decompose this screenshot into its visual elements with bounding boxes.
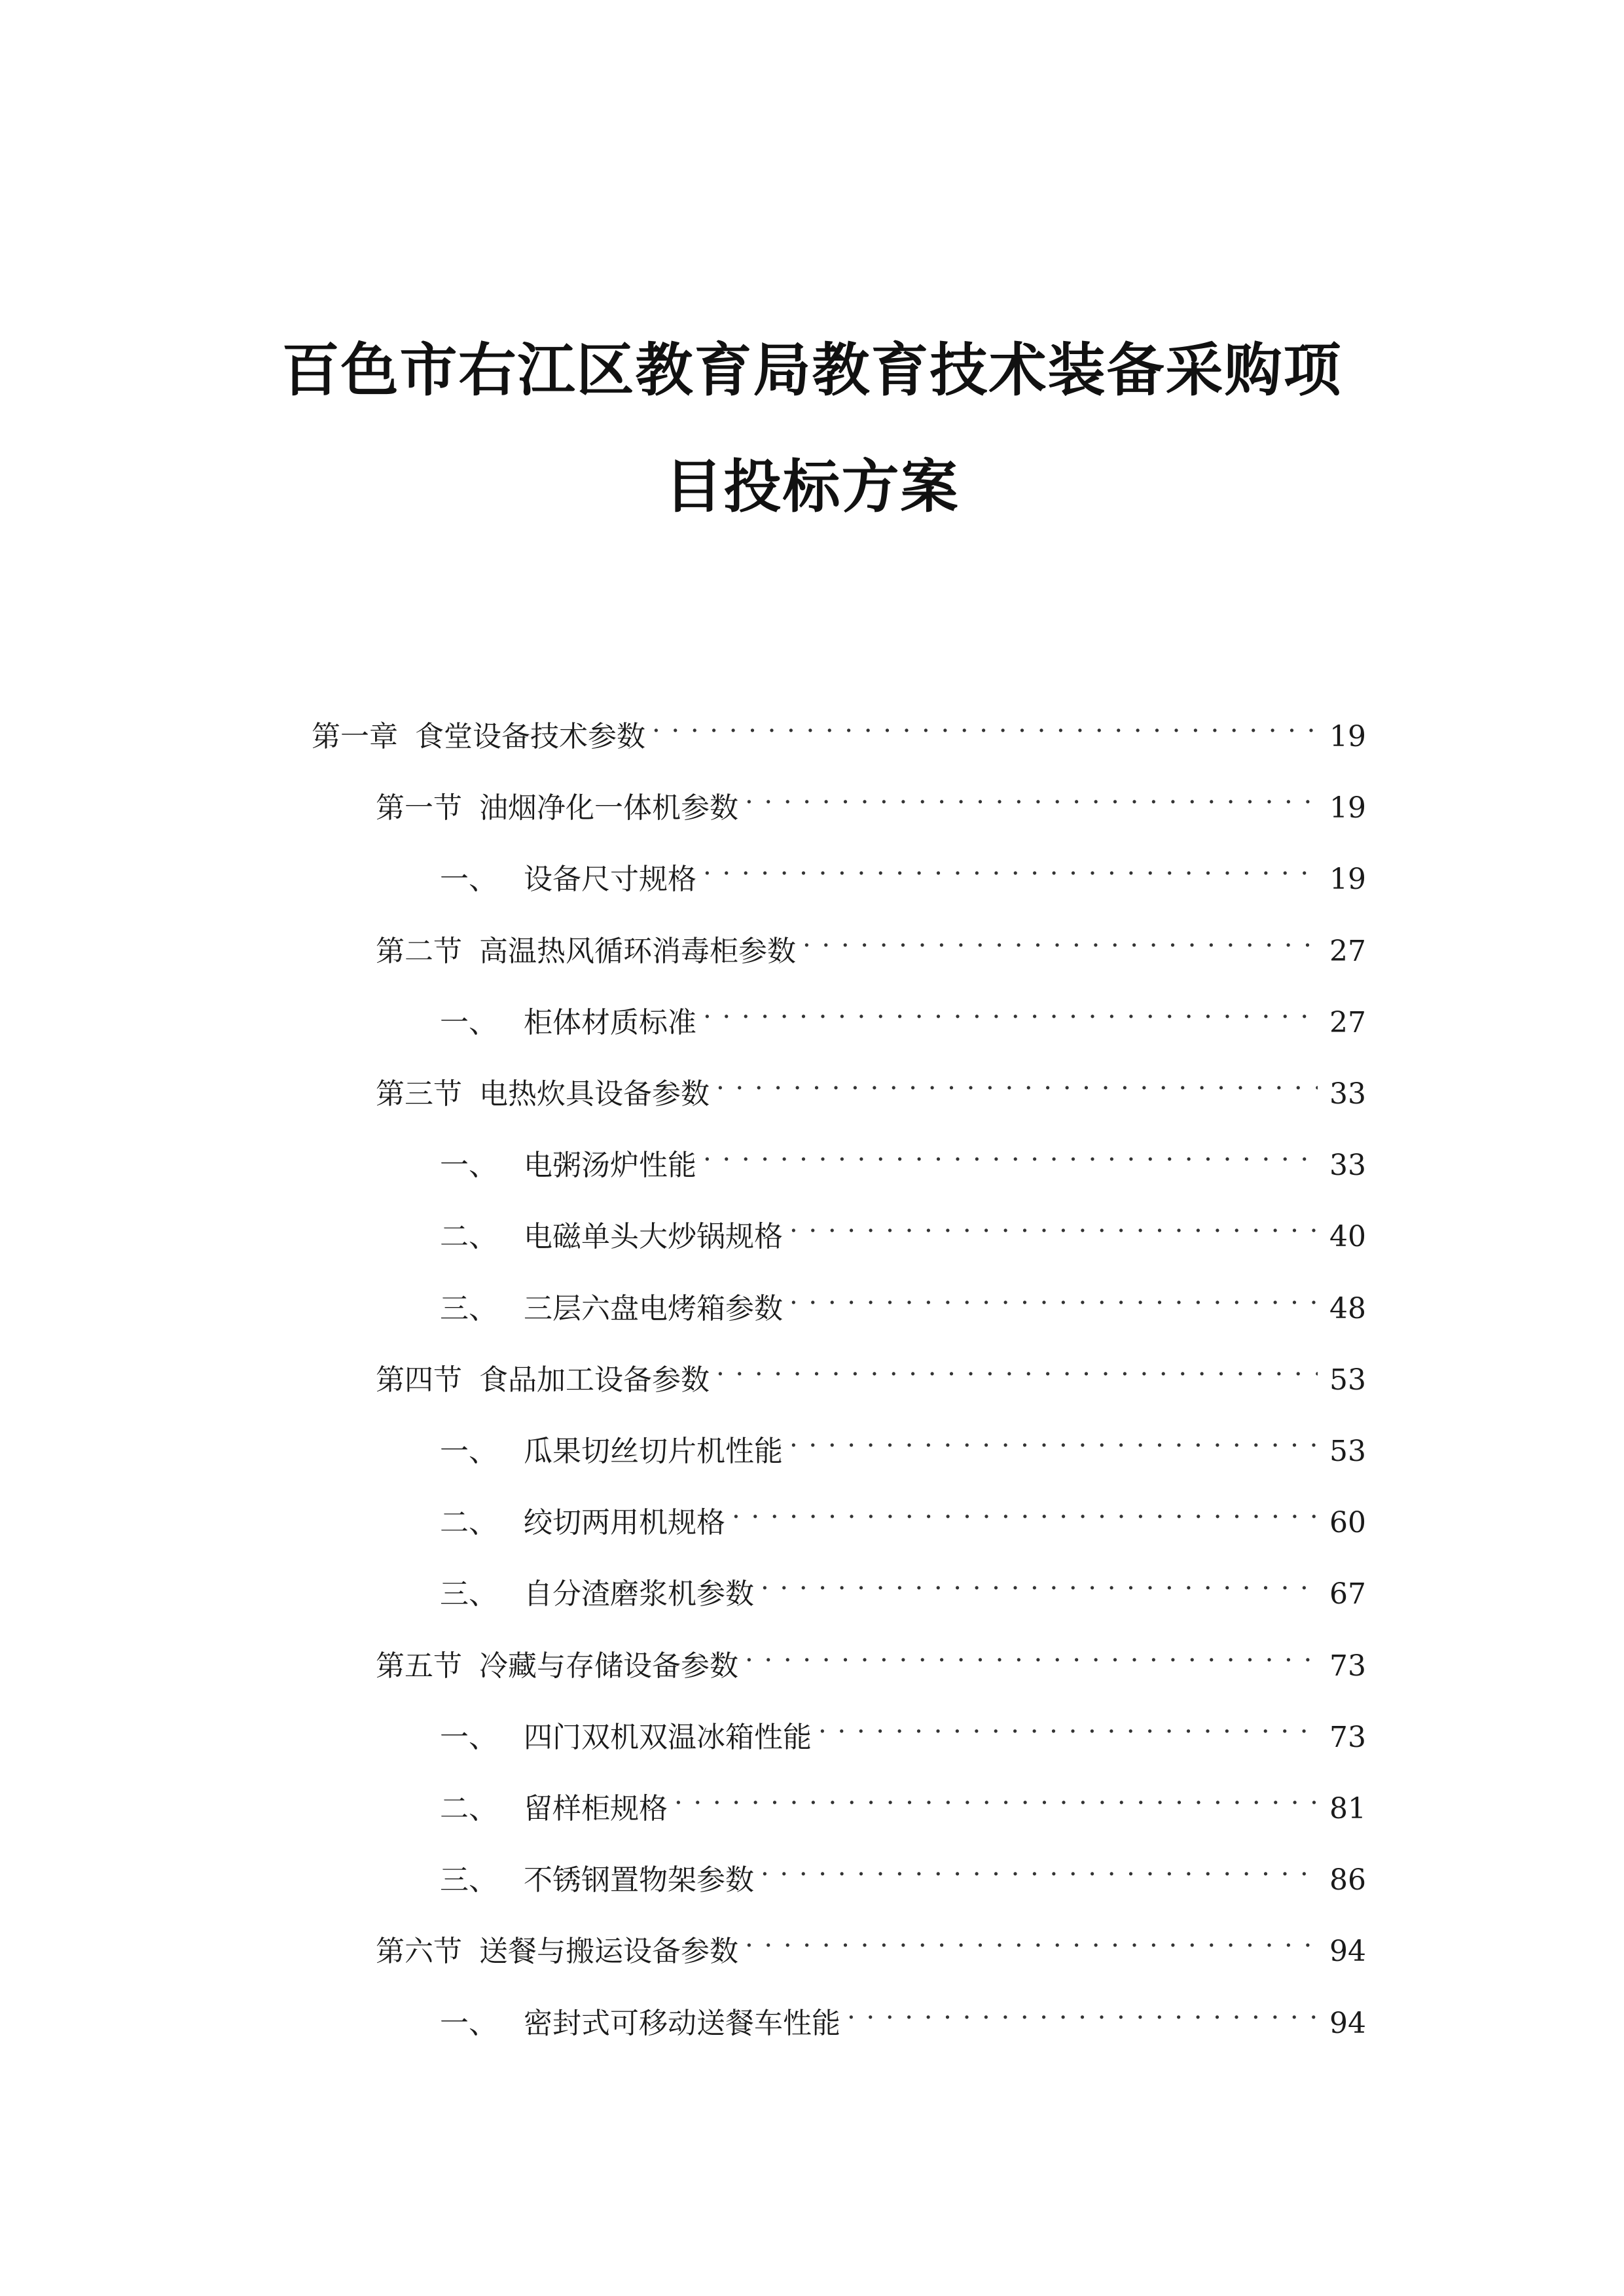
toc-entry[interactable]: [440, 1200, 1366, 1254]
toc-page-number: 48: [1329, 1291, 1366, 1325]
toc-dot-leader: [761, 1844, 1318, 1890]
toc-entry[interactable]: [440, 843, 1366, 897]
toc-entry-title: 瓜果切丝切片机性能: [524, 1435, 783, 1468]
toc-entry[interactable]: [440, 1486, 1366, 1540]
toc-dot-leader: [716, 1058, 1318, 1103]
toc-entry-number: 第四节: [376, 1363, 462, 1397]
toc-dot-leader: [803, 915, 1318, 961]
toc-entry-title: 电磁单头大炒锅规格: [524, 1220, 783, 1254]
toc-page-number: 33: [1329, 1077, 1366, 1111]
toc-page-number: 19: [1329, 863, 1366, 897]
toc-page-number: 53: [1329, 1435, 1366, 1468]
toc-entry-title: 绞切两用机规格: [524, 1506, 725, 1540]
toc-page-number: 73: [1329, 1720, 1366, 1754]
toc-dot-leader: [818, 1701, 1318, 1747]
toc-entry-number: 一、: [440, 1149, 497, 1183]
toc-entry-number: 三、: [440, 1291, 497, 1325]
toc-entry-number: 第五节: [376, 1649, 462, 1683]
toc-entry[interactable]: [440, 1844, 1366, 1897]
toc-entry-number: 第一节: [376, 791, 462, 825]
toc-dot-leader: [703, 986, 1318, 1032]
toc-entry[interactable]: [376, 1915, 1366, 1969]
toc-entry[interactable]: [440, 1272, 1366, 1325]
toc-entry-title: 密封式可移动送餐车性能: [524, 2006, 840, 2040]
toc-page-number: 81: [1329, 1792, 1366, 1825]
toc-entry-title: 送餐与搬运设备参数: [479, 1935, 738, 1969]
toc-entry[interactable]: [440, 1701, 1366, 1754]
toc-entry[interactable]: [376, 915, 1366, 968]
toc-entry[interactable]: [376, 1630, 1366, 1683]
toc-page-number: 73: [1329, 1649, 1366, 1683]
toc-entry[interactable]: [440, 1558, 1366, 1611]
toc-entry[interactable]: [376, 1058, 1366, 1111]
toc-entry-title: 留样柜规格: [524, 1792, 668, 1825]
toc-entry-title: 油烟净化一体机参数: [479, 791, 738, 825]
toc-entry[interactable]: [376, 772, 1366, 825]
toc-page-number: 86: [1329, 1863, 1366, 1897]
toc-entry-title: 三层六盘电烤箱参数: [524, 1291, 783, 1325]
toc-entry-title: 设备尺寸规格: [524, 863, 696, 897]
toc-entry[interactable]: [440, 1772, 1366, 1825]
toc-dot-leader: [745, 1915, 1318, 1961]
toc-entry-title: 食堂设备技术参数: [415, 720, 645, 753]
toc-page-number: 94: [1329, 1935, 1366, 1969]
toc-entry[interactable]: [440, 1415, 1366, 1468]
toc-dot-leader: [703, 843, 1318, 889]
toc-entry-number: 第一章: [312, 720, 398, 753]
toc-entry-number: 三、: [440, 1577, 497, 1611]
toc-entry-number: 一、: [440, 1435, 497, 1468]
toc-dot-leader: [847, 1987, 1318, 2033]
toc-page-number: 60: [1329, 1506, 1366, 1540]
toc-entry-number: 一、: [440, 2006, 497, 2040]
toc-entry-title: 柜体材质标准: [524, 1005, 696, 1039]
toc-dot-leader: [789, 1200, 1318, 1246]
toc-entry-title: 电粥汤炉性能: [524, 1149, 696, 1183]
toc-entry-number: 第六节: [376, 1935, 462, 1969]
toc-entry-title: 冷藏与存储设备参数: [479, 1649, 738, 1683]
toc-entry-title: 自分渣磨浆机参数: [524, 1577, 754, 1611]
toc-page-number: 67: [1329, 1577, 1366, 1611]
toc-entry[interactable]: [312, 700, 1366, 753]
toc-entry[interactable]: [440, 986, 1366, 1039]
toc-page-number: 53: [1329, 1363, 1366, 1397]
toc-page-number: 40: [1329, 1220, 1366, 1254]
toc-entry-title: 电热炊具设备参数: [479, 1077, 710, 1111]
document-title-line-1: 百色市右江区教育局教育技术装备采购项: [281, 336, 1343, 404]
toc-entry-title: 食品加工设备参数: [479, 1363, 710, 1397]
toc-dot-leader: [732, 1486, 1318, 1532]
toc-entry-number: 一、: [440, 1005, 497, 1039]
toc-entry-title: 不锈钢置物架参数: [524, 1863, 754, 1897]
toc-entry-number: 三、: [440, 1863, 497, 1897]
toc-entry-number: 一、: [440, 1720, 497, 1754]
toc-entry-number: 二、: [440, 1792, 497, 1825]
toc-dot-leader: [761, 1558, 1318, 1604]
toc-entry[interactable]: [440, 1129, 1366, 1183]
toc-page-number: 19: [1329, 791, 1366, 825]
toc-entry-title: 四门双机双温冰箱性能: [524, 1720, 812, 1754]
toc-entry-number: 一、: [440, 863, 497, 897]
toc-page-number: 27: [1329, 934, 1366, 968]
toc-page-number: 27: [1329, 1005, 1366, 1039]
toc-entry-title: 高温热风循环消毒柜参数: [479, 934, 796, 968]
toc-entry[interactable]: [376, 1344, 1366, 1397]
toc-dot-leader: [789, 1272, 1318, 1318]
toc-entry[interactable]: [440, 1987, 1366, 2040]
toc-dot-leader: [745, 772, 1318, 817]
toc-entry-number: 第二节: [376, 934, 462, 968]
toc-dot-leader: [674, 1772, 1318, 1818]
toc-entry-number: 二、: [440, 1220, 497, 1254]
toc-page-number: 33: [1329, 1149, 1366, 1183]
document-title-line-2: 目投标方案: [664, 453, 960, 520]
toc-page-number: 94: [1329, 2006, 1366, 2040]
toc-dot-leader: [703, 1129, 1318, 1175]
toc-dot-leader: [716, 1344, 1318, 1390]
toc-dot-leader: [789, 1415, 1318, 1461]
toc-page-number: 19: [1329, 720, 1366, 753]
toc-dot-leader: [745, 1630, 1318, 1676]
toc-entry-number: 第三节: [376, 1077, 462, 1111]
toc-dot-leader: [652, 700, 1318, 746]
toc-entry-number: 二、: [440, 1506, 497, 1540]
